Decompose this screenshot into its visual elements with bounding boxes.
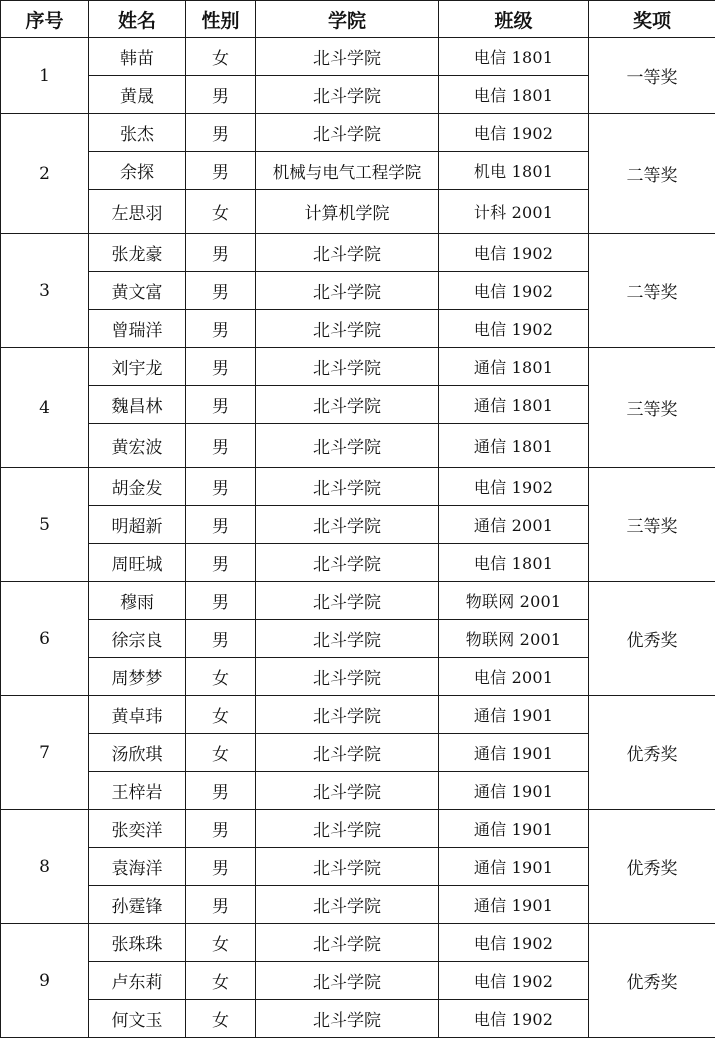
college-cell: 计算机学院	[256, 190, 439, 234]
gender-cell: 男	[186, 234, 256, 272]
gender-cell: 男	[186, 114, 256, 152]
group-award-cell: 一等奖	[589, 38, 715, 114]
class-cell: 电信 1902	[439, 1000, 589, 1038]
class-cell: 通信 1901	[439, 772, 589, 810]
name-cell: 张龙豪	[89, 234, 186, 272]
table-row	[1, 582, 715, 620]
college-cell: 北斗学院	[256, 734, 439, 772]
name-cell: 曾瑞洋	[89, 310, 186, 348]
class-cell: 通信 1901	[439, 886, 589, 924]
name-cell: 黄晟	[89, 76, 186, 114]
college-cell: 北斗学院	[256, 272, 439, 310]
group-award-cell: 三等奖	[589, 468, 715, 582]
name-cell: 魏昌林	[89, 386, 186, 424]
college-cell: 北斗学院	[256, 848, 439, 886]
class-cell: 通信 1901	[439, 696, 589, 734]
header-row	[1, 1, 715, 38]
gender-cell: 男	[186, 348, 256, 386]
table-header	[1, 1, 715, 38]
table-row	[1, 924, 715, 962]
name-cell: 韩苗	[89, 38, 186, 76]
gender-cell: 男	[186, 424, 256, 468]
gender-cell: 男	[186, 506, 256, 544]
college-cell: 北斗学院	[256, 620, 439, 658]
group-index-cell: 9	[1, 924, 89, 1038]
college-cell: 北斗学院	[256, 506, 439, 544]
class-cell: 通信 1801	[439, 424, 589, 468]
gender-cell: 男	[186, 772, 256, 810]
group-index-cell: 6	[1, 582, 89, 696]
group-index-cell: 1	[1, 38, 89, 114]
name-cell: 何文玉	[89, 1000, 186, 1038]
college-cell: 北斗学院	[256, 544, 439, 582]
header-college: 学院	[256, 1, 439, 38]
name-cell: 孙霆锋	[89, 886, 186, 924]
gender-cell: 男	[186, 620, 256, 658]
college-cell: 北斗学院	[256, 38, 439, 76]
gender-cell: 男	[186, 886, 256, 924]
group-award-cell: 优秀奖	[589, 582, 715, 696]
college-cell: 北斗学院	[256, 310, 439, 348]
gender-cell: 男	[186, 544, 256, 582]
class-cell: 通信 2001	[439, 506, 589, 544]
name-cell: 黄文富	[89, 272, 186, 310]
class-cell: 电信 1902	[439, 234, 589, 272]
name-cell: 张杰	[89, 114, 186, 152]
name-cell: 余探	[89, 152, 186, 190]
name-cell: 王梓岩	[89, 772, 186, 810]
name-cell: 胡金发	[89, 468, 186, 506]
college-cell: 北斗学院	[256, 386, 439, 424]
college-cell: 机械与电气工程学院	[256, 152, 439, 190]
header-award: 奖项	[589, 1, 715, 38]
class-cell: 电信 2001	[439, 658, 589, 696]
gender-cell: 女	[186, 1000, 256, 1038]
class-cell: 电信 1902	[439, 962, 589, 1000]
class-cell: 通信 1801	[439, 348, 589, 386]
class-cell: 电信 1902	[439, 924, 589, 962]
name-cell: 刘宇龙	[89, 348, 186, 386]
name-cell: 徐宗良	[89, 620, 186, 658]
table-row	[1, 696, 715, 734]
college-cell: 北斗学院	[256, 810, 439, 848]
college-cell: 北斗学院	[256, 924, 439, 962]
college-cell: 北斗学院	[256, 424, 439, 468]
gender-cell: 男	[186, 310, 256, 348]
class-cell: 电信 1902	[439, 468, 589, 506]
table-row	[1, 468, 715, 506]
college-cell: 北斗学院	[256, 114, 439, 152]
group-award-cell: 二等奖	[589, 234, 715, 348]
gender-cell: 女	[186, 38, 256, 76]
class-cell: 电信 1902	[439, 272, 589, 310]
header-gender: 性别	[186, 1, 256, 38]
college-cell: 北斗学院	[256, 886, 439, 924]
class-cell: 电信 1902	[439, 310, 589, 348]
college-cell: 北斗学院	[256, 76, 439, 114]
table-row	[1, 348, 715, 386]
group-index-cell: 4	[1, 348, 89, 468]
name-cell: 左思羽	[89, 190, 186, 234]
class-cell: 通信 1801	[439, 386, 589, 424]
group-award-cell: 二等奖	[589, 114, 715, 234]
group-award-cell: 优秀奖	[589, 810, 715, 924]
gender-cell: 男	[186, 152, 256, 190]
name-cell: 袁海洋	[89, 848, 186, 886]
group-award-cell: 优秀奖	[589, 696, 715, 810]
class-cell: 物联网 2001	[439, 620, 589, 658]
gender-cell: 女	[186, 190, 256, 234]
name-cell: 张奕洋	[89, 810, 186, 848]
college-cell: 北斗学院	[256, 234, 439, 272]
gender-cell: 女	[186, 962, 256, 1000]
class-cell: 物联网 2001	[439, 582, 589, 620]
name-cell: 黄宏波	[89, 424, 186, 468]
gender-cell: 男	[186, 272, 256, 310]
name-cell: 卢东莉	[89, 962, 186, 1000]
gender-cell: 女	[186, 696, 256, 734]
college-cell: 北斗学院	[256, 582, 439, 620]
name-cell: 周梦梦	[89, 658, 186, 696]
table-body	[1, 38, 715, 1038]
gender-cell: 男	[186, 468, 256, 506]
header-class: 班级	[439, 1, 589, 38]
college-cell: 北斗学院	[256, 962, 439, 1000]
table-row	[1, 234, 715, 272]
group-award-cell: 三等奖	[589, 348, 715, 468]
gender-cell: 男	[186, 76, 256, 114]
college-cell: 北斗学院	[256, 658, 439, 696]
college-cell: 北斗学院	[256, 772, 439, 810]
class-cell: 电信 1801	[439, 544, 589, 582]
college-cell: 北斗学院	[256, 1000, 439, 1038]
group-index-cell: 7	[1, 696, 89, 810]
gender-cell: 男	[186, 848, 256, 886]
group-award-cell: 优秀奖	[589, 924, 715, 1038]
class-cell: 机电 1801	[439, 152, 589, 190]
header-index: 序号	[1, 1, 89, 38]
gender-cell: 男	[186, 582, 256, 620]
gender-cell: 女	[186, 658, 256, 696]
name-cell: 明超新	[89, 506, 186, 544]
class-cell: 计科 2001	[439, 190, 589, 234]
gender-cell: 男	[186, 386, 256, 424]
gender-cell: 女	[186, 924, 256, 962]
group-index-cell: 3	[1, 234, 89, 348]
name-cell: 汤欣琪	[89, 734, 186, 772]
name-cell: 周旺城	[89, 544, 186, 582]
name-cell: 张珠珠	[89, 924, 186, 962]
name-cell: 穆雨	[89, 582, 186, 620]
college-cell: 北斗学院	[256, 468, 439, 506]
table-row	[1, 810, 715, 848]
class-cell: 电信 1801	[439, 76, 589, 114]
class-cell: 电信 1801	[439, 38, 589, 76]
class-cell: 通信 1901	[439, 848, 589, 886]
group-index-cell: 8	[1, 810, 89, 924]
header-name: 姓名	[89, 1, 186, 38]
name-cell: 黄卓玮	[89, 696, 186, 734]
class-cell: 通信 1901	[439, 810, 589, 848]
group-index-cell: 5	[1, 468, 89, 582]
gender-cell: 男	[186, 810, 256, 848]
class-cell: 电信 1902	[439, 114, 589, 152]
college-cell: 北斗学院	[256, 696, 439, 734]
gender-cell: 女	[186, 734, 256, 772]
table-row	[1, 114, 715, 152]
college-cell: 北斗学院	[256, 348, 439, 386]
group-index-cell: 2	[1, 114, 89, 234]
table-row	[1, 38, 715, 76]
class-cell: 通信 1901	[439, 734, 589, 772]
